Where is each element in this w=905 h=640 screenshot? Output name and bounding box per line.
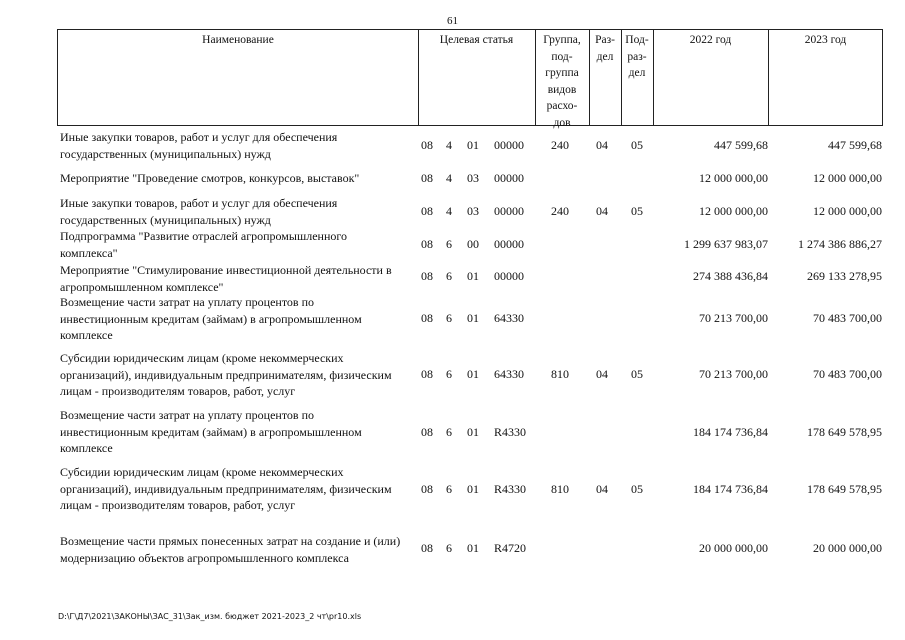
value-2022: 184 174 736,84 xyxy=(693,425,768,439)
value-2023: 447 599,68 xyxy=(828,138,882,152)
value-2023: 178 649 578,95 xyxy=(807,482,882,496)
row-name: Мероприятие "Стимулирование инвестиционной деятельности в агропромышленном комплексе" xyxy=(60,263,392,294)
code-event: 03 xyxy=(467,204,479,218)
header-section: Раз- дел xyxy=(595,34,615,63)
code-program: 08 xyxy=(421,269,433,283)
code-direction: 00000 xyxy=(494,204,524,218)
code-direction: R4330 xyxy=(494,482,527,496)
code-direction: R4720 xyxy=(494,541,527,555)
row-name: Возмещение части прямых понесенных затрат на создание и (или) модернизацию объектов агропромышленного комплекса xyxy=(60,534,401,565)
expense-group: 240 xyxy=(551,138,569,152)
code-program: 08 xyxy=(421,204,433,218)
page-number: 61 xyxy=(447,15,458,27)
code-direction: 00000 xyxy=(494,171,524,185)
code-program: 08 xyxy=(421,541,433,555)
code-direction: 64330 xyxy=(494,367,524,381)
code-subprogram: 6 xyxy=(446,311,452,325)
value-2023: 269 133 278,95 xyxy=(807,269,882,283)
value-2023: 70 483 700,00 xyxy=(813,367,882,381)
section: 04 xyxy=(596,367,608,381)
header-2022: 2022 год xyxy=(689,34,732,46)
value-2022: 70 213 700,00 xyxy=(699,311,768,325)
value-2023: 12 000 000,00 xyxy=(813,204,882,218)
code-event: 01 xyxy=(467,138,479,152)
value-2022: 274 388 436,84 xyxy=(693,269,768,283)
header-target: Целевая статья xyxy=(439,34,514,46)
code-direction: 00000 xyxy=(494,269,524,283)
value-2022: 447 599,68 xyxy=(714,138,768,152)
code-event: 00 xyxy=(467,237,479,251)
value-2022: 20 000 000,00 xyxy=(699,541,768,555)
value-2023: 1 274 386 886,27 xyxy=(798,237,882,251)
value-2022: 12 000 000,00 xyxy=(699,204,768,218)
expense-group: 240 xyxy=(551,204,569,218)
code-event: 01 xyxy=(467,367,479,381)
code-direction: 64330 xyxy=(494,311,524,325)
row-name: Возмещение части затрат на уплату процентов по инвестиционным кредитам (займам) в агропромышленном комплексе xyxy=(60,408,362,455)
code-subprogram: 6 xyxy=(446,367,452,381)
header-subsection: Под- раз- дел xyxy=(625,34,649,79)
subsection: 05 xyxy=(631,204,643,218)
code-program: 08 xyxy=(421,237,433,251)
row-name: Подпрограмма "Развитие отраслей агропромышленного комплекса" xyxy=(60,229,347,260)
value-2022: 70 213 700,00 xyxy=(699,367,768,381)
value-2023: 178 649 578,95 xyxy=(807,425,882,439)
value-2023: 20 000 000,00 xyxy=(813,541,882,555)
row-name: Субсидии юридическим лицам (кроме некоммерческих организаций), индивидуальным предпринимателям, физическим лицам - производителям товаров, работ, услуг xyxy=(60,351,392,398)
row-name: Иные закупки товаров, работ и услуг для обеспечения государственных (муниципальных) нужд xyxy=(60,130,338,161)
expense-group: 810 xyxy=(551,482,569,496)
code-event: 01 xyxy=(467,425,479,439)
code-event: 01 xyxy=(467,311,479,325)
header-group: Группа, под- группа видов расхо- дов xyxy=(543,34,581,129)
table-header xyxy=(57,29,883,129)
value-2022: 184 174 736,84 xyxy=(693,482,768,496)
section: 04 xyxy=(596,482,608,496)
code-subprogram: 6 xyxy=(446,237,452,251)
subsection: 05 xyxy=(631,367,643,381)
header-2023: 2023 год xyxy=(804,34,847,46)
code-program: 08 xyxy=(421,171,433,185)
code-subprogram: 6 xyxy=(446,269,452,283)
code-direction: 00000 xyxy=(494,138,524,152)
row-name: Мероприятие "Проведение смотров, конкурсов, выставок" xyxy=(60,171,360,185)
code-event: 01 xyxy=(467,482,479,496)
value-2022: 12 000 000,00 xyxy=(699,171,768,185)
code-event: 03 xyxy=(467,171,479,185)
code-program: 08 xyxy=(421,482,433,496)
code-program: 08 xyxy=(421,138,433,152)
code-program: 08 xyxy=(421,425,433,439)
section: 04 xyxy=(596,138,608,152)
expense-group: 810 xyxy=(551,367,569,381)
code-direction: 00000 xyxy=(494,237,524,251)
code-subprogram: 6 xyxy=(446,425,452,439)
file-path-footer: D:\Г\Д7\2021\ЗАКОНЫ\ЗАС_31\Зак_изм. бюджет 2021-2023_2 чт\pr10.xls xyxy=(58,612,362,621)
header-name: Наименование xyxy=(202,34,274,46)
code-event: 01 xyxy=(467,269,479,283)
code-subprogram: 4 xyxy=(446,171,452,185)
code-subprogram: 6 xyxy=(446,482,452,496)
code-event: 01 xyxy=(467,541,479,555)
subsection: 05 xyxy=(631,138,643,152)
code-subprogram: 4 xyxy=(446,204,452,218)
section: 04 xyxy=(596,204,608,218)
code-direction: R4330 xyxy=(494,425,527,439)
value-2022: 1 299 637 983,07 xyxy=(684,237,768,251)
row-name: Иные закупки товаров, работ и услуг для обеспечения государственных (муниципальных) нужд xyxy=(60,196,338,227)
value-2023: 70 483 700,00 xyxy=(813,311,882,325)
row-name: Субсидии юридическим лицам (кроме некоммерческих организаций), индивидуальным предпринимателям, физическим лицам - производителям товаров, работ, услуг xyxy=(60,465,392,512)
subsection: 05 xyxy=(631,482,643,496)
row-name: Возмещение части затрат на уплату процентов по инвестиционным кредитам (займам) в агропромышленном комплексе xyxy=(60,295,362,342)
value-2023: 12 000 000,00 xyxy=(813,171,882,185)
code-subprogram: 6 xyxy=(446,541,452,555)
code-subprogram: 4 xyxy=(446,138,452,152)
code-program: 08 xyxy=(421,367,433,381)
code-program: 08 xyxy=(421,311,433,325)
